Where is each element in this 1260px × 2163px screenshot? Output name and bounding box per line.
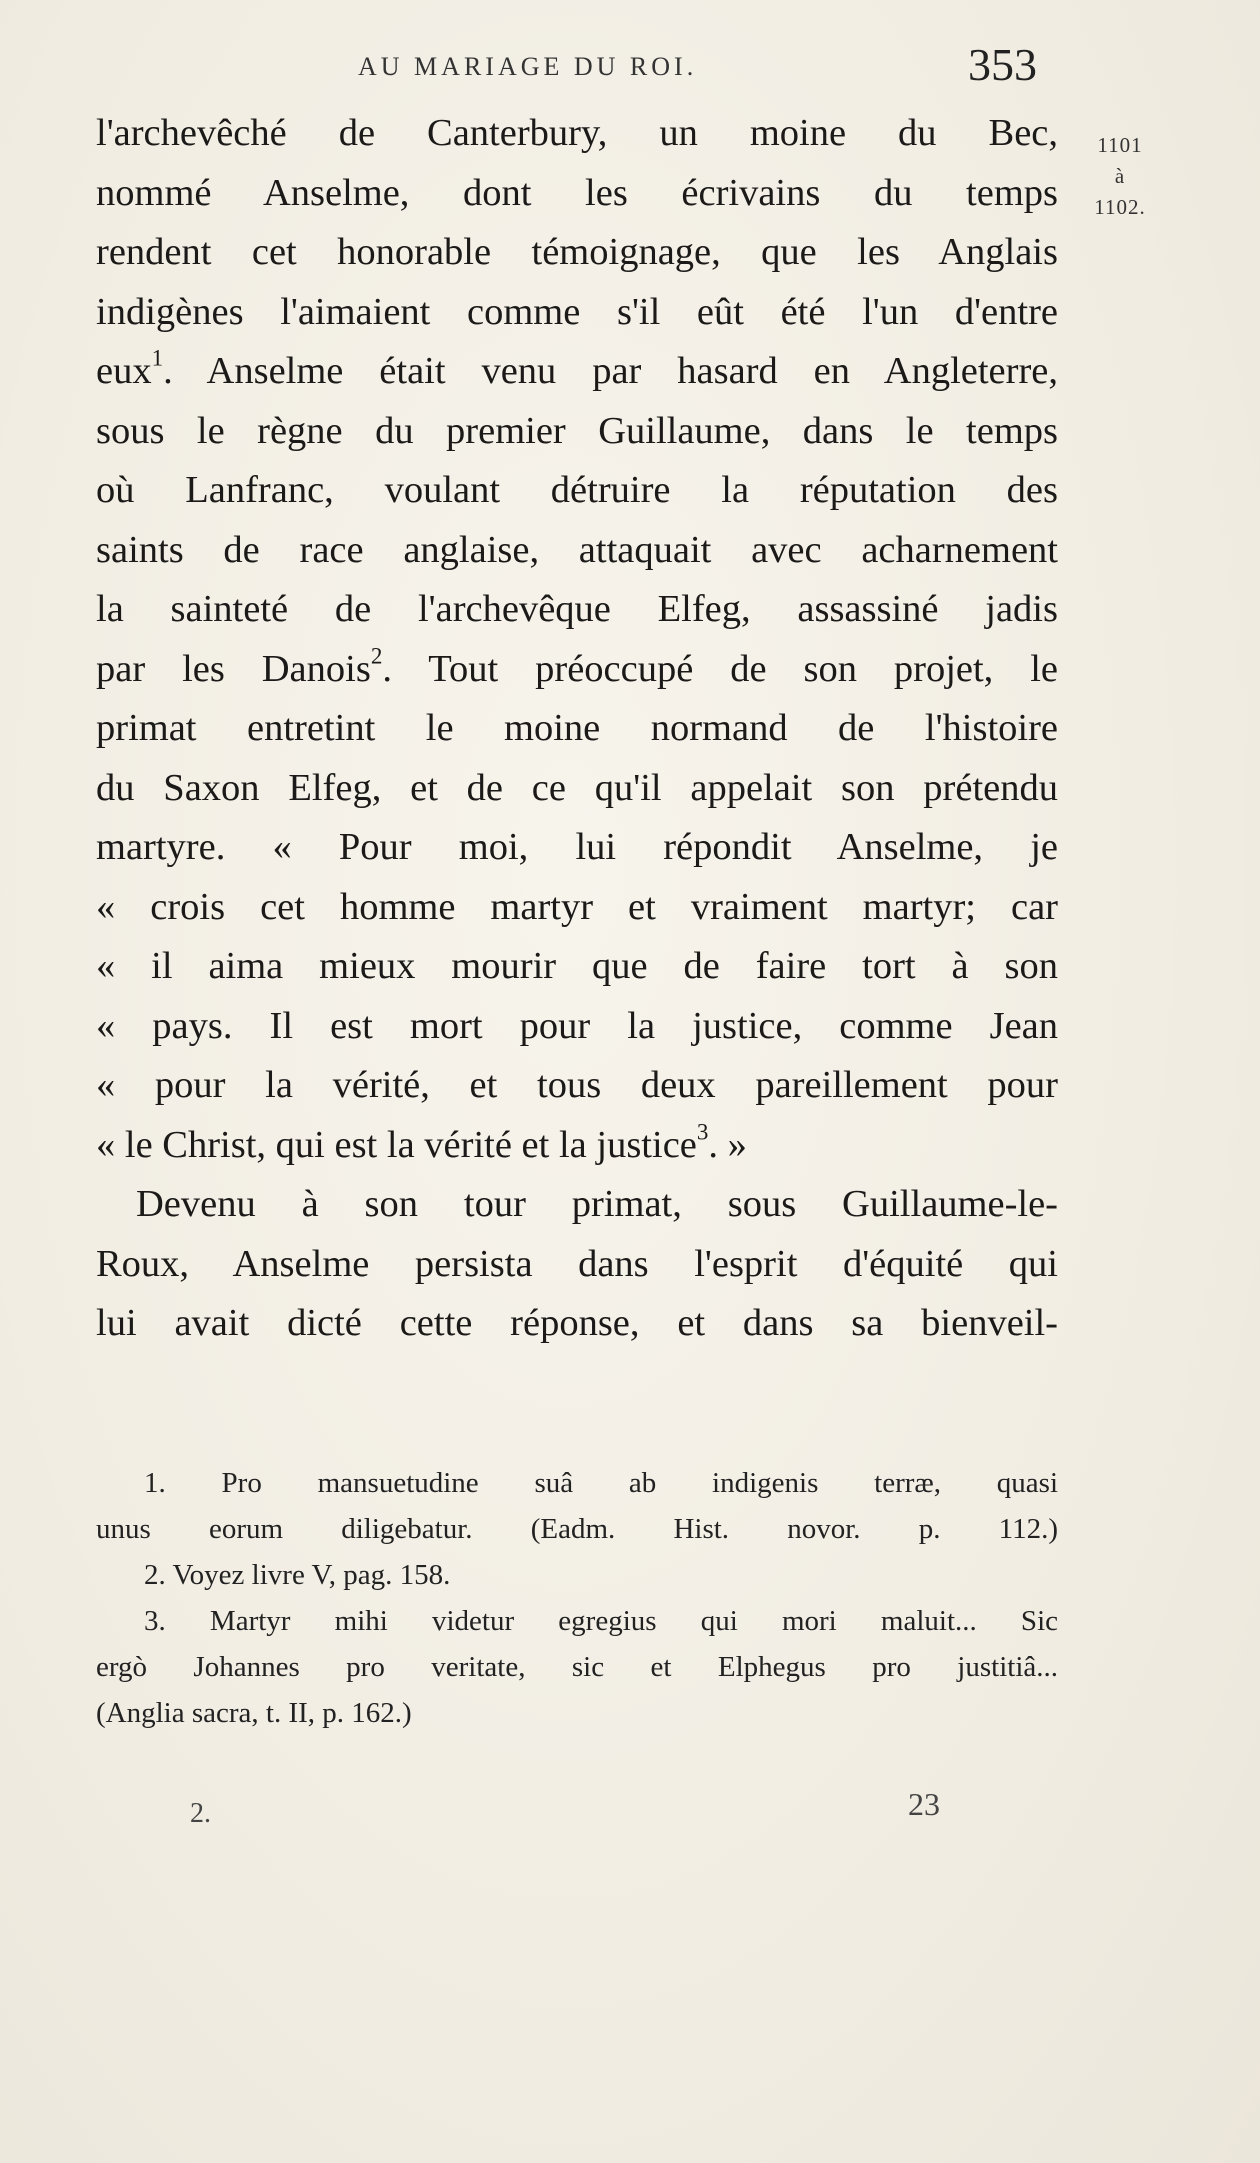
text-line: primat entretint le moine normand de l'histoire: [96, 707, 1058, 749]
text-line: l'archevêché de Canterbury, un moine du Bec,: [96, 112, 1058, 154]
text-fragment: . Anselme était venu par hasard en Angleterre,: [163, 350, 1058, 392]
signature-mark-right: 23: [908, 1786, 940, 1822]
footnote-line: ergò Johannes pro veritate, sic et Elphegus pro justitiâ...: [96, 1651, 1058, 1683]
footnote-line: unus eorum diligebatur. (Eadm. Hist. novor. p. 112.): [96, 1513, 1058, 1545]
text-line: « pays. Il est mort pour la justice, comme Jean: [96, 1004, 1058, 1047]
text-line: Devenu à son tour primat, sous Guillaume-le-: [136, 1183, 1058, 1225]
main-text: [96, 104, 1058, 1354]
text-line: [96, 1116, 1058, 1176]
footnote-line: 2. Voyez livre V, pag. 158.: [144, 1559, 451, 1591]
signature-mark-left: 2.: [190, 1798, 211, 1829]
footnote-line: (Anglia sacra, t. II, p. 162.): [96, 1697, 412, 1729]
margin-date-note: [1082, 130, 1158, 223]
text-fragment: eux: [96, 350, 152, 392]
text-line: nommé Anselme, dont les écrivains du temps: [96, 171, 1058, 214]
text-line: « pour la vérité, et tous deux pareillement pour: [96, 1064, 1058, 1106]
page-number: 353: [968, 39, 1037, 90]
text-line: [96, 342, 1058, 402]
footnote-ref-1: 1: [151, 344, 164, 371]
footnotes: [96, 1460, 1058, 1736]
text-line: lui avait dicté cette réponse, et dans sa bienveil-: [96, 1302, 1058, 1344]
footnote-ref-3: 3: [696, 1118, 709, 1145]
text-fragment: . »: [708, 1123, 747, 1166]
footnote-ref-2: 2: [370, 642, 383, 669]
text-line: martyre. « Pour moi, lui répondit Anselme, je: [96, 826, 1058, 868]
text-line: du Saxon Elfeg, et de ce qu'il appelait son prétendu: [96, 766, 1058, 809]
text-line: la sainteté de l'archevêque Elfeg, assassiné jadis: [96, 588, 1058, 630]
text-line: rendent cet honorable témoignage, que les Anglais: [96, 231, 1058, 273]
running-head: AU MARIAGE DU ROI.: [358, 52, 698, 81]
text-line: « il aima mieux mourir que de faire tort à son: [96, 945, 1058, 987]
text-line: indigènes l'aimaient comme s'il eût été l'un d'entre: [96, 290, 1058, 333]
text-fragment: . Tout préoccupé de son projet, le: [382, 647, 1058, 690]
text-line: sous le règne du premier Guillaume, dans le temps: [96, 409, 1058, 452]
footnote-line: 1. Pro mansuetudine suâ ab indigenis terræ, quasi: [144, 1467, 1058, 1499]
text-line: « crois cet homme martyr et vraiment martyr; car: [96, 885, 1058, 928]
text-line: saints de race anglaise, attaquait avec acharnement: [96, 528, 1058, 571]
text-line: Roux, Anselme persista dans l'esprit d'équité qui: [96, 1242, 1058, 1285]
text-fragment: par les Danois: [96, 647, 371, 690]
margin-year-end: 1102.: [1094, 195, 1146, 219]
margin-year-start: 1101: [1097, 133, 1143, 157]
footnote-line: 3. Martyr mihi videtur egregius qui mori maluit... Sic: [144, 1605, 1058, 1637]
margin-connector: à: [1114, 164, 1126, 188]
text-line: [96, 640, 1058, 700]
text-line: où Lanfranc, voulant détruire la réputation des: [96, 469, 1058, 511]
text-fragment: « le Christ, qui est la vérité et la justice: [96, 1123, 697, 1166]
